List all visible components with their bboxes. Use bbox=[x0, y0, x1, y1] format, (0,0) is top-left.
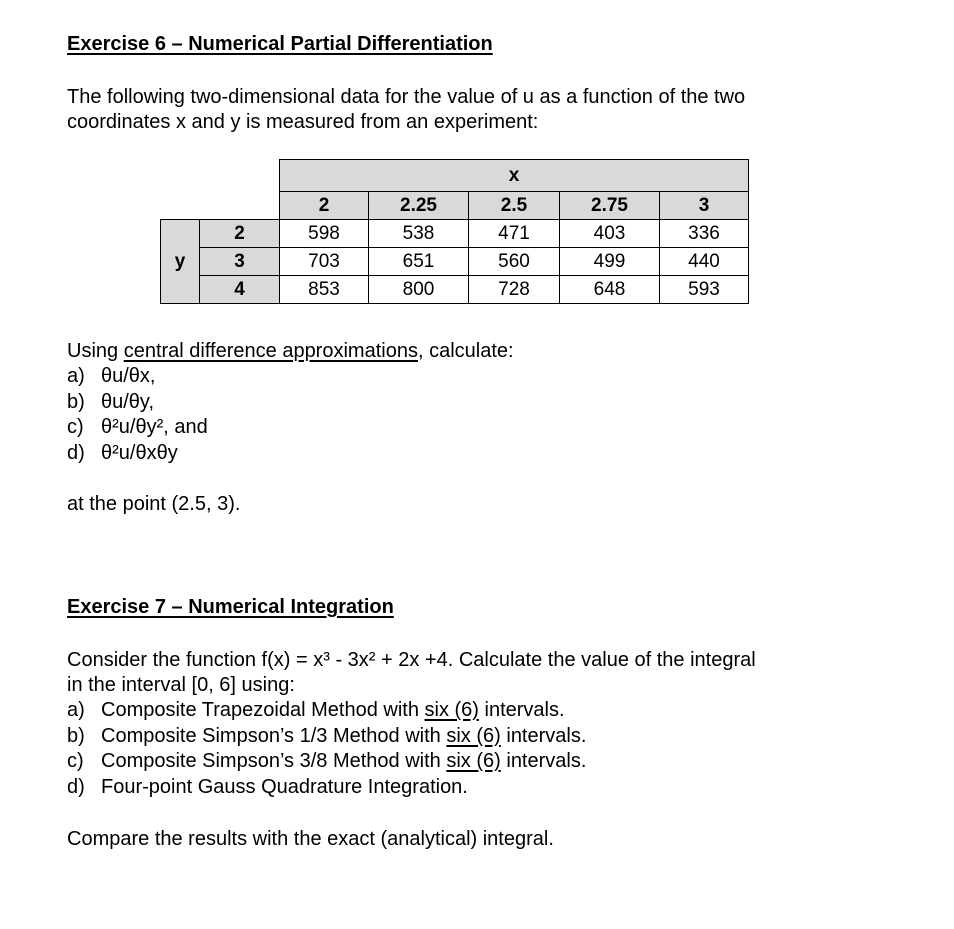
using-prefix: Using bbox=[67, 340, 124, 362]
item-label: c) bbox=[67, 416, 84, 438]
item-text bbox=[101, 698, 565, 724]
table-row bbox=[161, 276, 749, 304]
table-blank bbox=[200, 192, 280, 220]
item-text: θ²u/θxθy bbox=[101, 441, 178, 464]
table-blank bbox=[200, 160, 280, 192]
table-row bbox=[161, 220, 749, 248]
item-text-underlined: six (6) bbox=[424, 699, 479, 721]
list-item bbox=[67, 775, 586, 801]
x-value-header: 2.25 bbox=[369, 192, 469, 220]
y-value-header: 2 bbox=[200, 220, 280, 248]
table-cell: 471 bbox=[469, 220, 560, 248]
table-cell: 703 bbox=[280, 248, 369, 276]
table-cell: 728 bbox=[469, 276, 560, 304]
exercise-6-list bbox=[67, 364, 208, 466]
item-text: θ²u/θy², and bbox=[101, 416, 208, 438]
y-value-header: 3 bbox=[200, 248, 280, 276]
item-text bbox=[101, 775, 468, 801]
using-line bbox=[67, 339, 907, 364]
table-cell: 651 bbox=[369, 248, 469, 276]
x-value-header: 2 bbox=[280, 192, 369, 220]
table-cell: 853 bbox=[280, 276, 369, 304]
item-text-pre: Composite Simpson’s 3/8 Method with bbox=[101, 750, 447, 772]
item-text-pre: Composite Trapezoidal Method with bbox=[101, 699, 425, 721]
table-row bbox=[161, 248, 749, 276]
item-label: c) bbox=[67, 750, 84, 772]
item-label: d) bbox=[67, 775, 85, 798]
item-label: a) bbox=[67, 365, 85, 387]
item-label: b) bbox=[67, 390, 85, 413]
item-text-pre: Four-point Gauss Quadrature Integration. bbox=[101, 775, 468, 798]
table-cell: 560 bbox=[469, 248, 560, 276]
x-value-header: 3 bbox=[660, 192, 749, 220]
table-cell: 336 bbox=[660, 220, 749, 248]
list-item bbox=[67, 415, 208, 441]
x-value-header: 2.5 bbox=[469, 192, 560, 220]
list-item bbox=[67, 441, 208, 467]
list-item bbox=[67, 390, 208, 416]
y-axis-header: y bbox=[161, 220, 200, 304]
exercise-6-heading: Exercise 6 – Numerical Partial Differentiation bbox=[67, 33, 493, 55]
exercise-7-list bbox=[67, 698, 586, 800]
exercise-7-heading: Exercise 7 – Numerical Integration bbox=[67, 596, 394, 618]
intro-line-2: coordinates x and y is measured from an experiment: bbox=[67, 111, 539, 133]
y-value-header: 4 bbox=[200, 276, 280, 304]
table-cell: 598 bbox=[280, 220, 369, 248]
item-text bbox=[101, 749, 586, 775]
item-label: d) bbox=[67, 441, 85, 464]
item-text-underlined: six (6) bbox=[446, 750, 501, 772]
intro-line-1: The following two-dimensional data for the value of u as a function of the two bbox=[67, 86, 746, 108]
table-cell: 593 bbox=[660, 276, 749, 304]
compare-text: Compare the results with the exact (analytical) integral. bbox=[67, 828, 554, 850]
list-item bbox=[67, 364, 208, 390]
item-text-post: intervals. bbox=[478, 699, 565, 721]
using-suffix: , calculate: bbox=[417, 340, 514, 362]
table-cell: 440 bbox=[660, 248, 749, 276]
table-cell: 499 bbox=[560, 248, 660, 276]
item-text: θu/θy, bbox=[101, 390, 154, 413]
item-text-pre: Composite Simpson’s 1/3 Method with bbox=[101, 724, 447, 747]
list-item bbox=[67, 724, 586, 750]
x-value-header: 2.75 bbox=[560, 192, 660, 220]
list-item bbox=[67, 698, 586, 724]
item-label: b) bbox=[67, 724, 85, 747]
exercise-6-intro bbox=[67, 85, 907, 135]
list-item bbox=[67, 749, 586, 775]
intro-line-1: Consider the function f(x) = x³ - 3x² + 2x +4. Calculate the value of the integral bbox=[67, 649, 756, 671]
table-blank bbox=[161, 192, 200, 220]
item-text: θu/θx, bbox=[101, 365, 156, 387]
item-text bbox=[101, 724, 586, 750]
central-difference-term: central difference approximations bbox=[123, 340, 418, 362]
intro-line-2: in the interval [0, 6] using: bbox=[67, 674, 295, 696]
item-text-post: intervals. bbox=[500, 724, 587, 747]
point-text: at the point (2.5, 3). bbox=[67, 493, 241, 515]
item-label: a) bbox=[67, 699, 85, 721]
x-axis-header: x bbox=[280, 160, 749, 192]
table-cell: 403 bbox=[560, 220, 660, 248]
table-blank bbox=[161, 160, 200, 192]
table-cell: 538 bbox=[369, 220, 469, 248]
exercise-7-intro bbox=[67, 648, 907, 698]
item-text-post: intervals. bbox=[500, 750, 587, 772]
item-text-underlined: six (6) bbox=[446, 724, 501, 747]
table-cell: 800 bbox=[369, 276, 469, 304]
data-table bbox=[160, 159, 749, 304]
table-cell: 648 bbox=[560, 276, 660, 304]
